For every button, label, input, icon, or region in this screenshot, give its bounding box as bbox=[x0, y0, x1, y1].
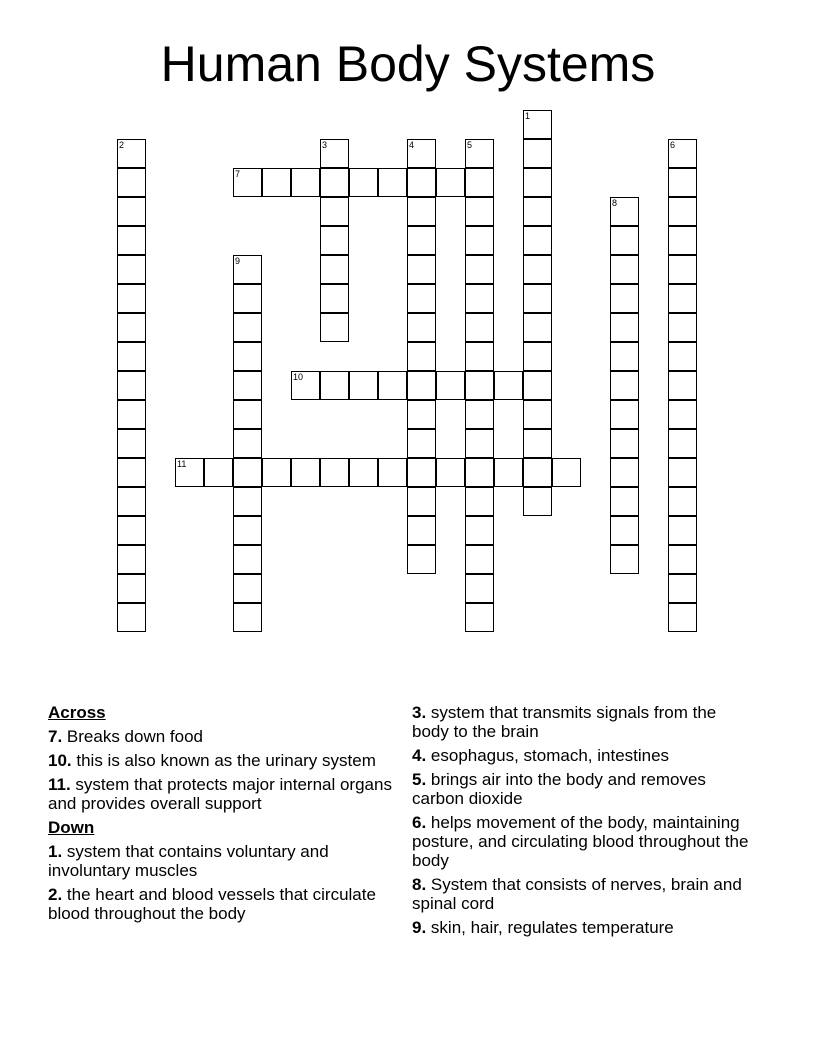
crossword-cell[interactable] bbox=[668, 603, 697, 632]
crossword-cell[interactable] bbox=[668, 255, 697, 284]
clue-item-text: esophagus, stomach, intestines bbox=[426, 746, 670, 765]
crossword-cell[interactable] bbox=[668, 545, 697, 574]
clue-item-number: 7. bbox=[48, 727, 63, 746]
clue-number: 3 bbox=[322, 140, 328, 150]
crossword-cell[interactable] bbox=[117, 284, 146, 313]
crossword-cell[interactable] bbox=[117, 342, 146, 371]
crossword-cell[interactable] bbox=[668, 168, 697, 197]
crossword-cell[interactable] bbox=[668, 139, 697, 168]
clue-item bbox=[48, 727, 393, 746]
crossword-cell[interactable] bbox=[552, 458, 581, 487]
crossword-cell[interactable] bbox=[407, 313, 436, 342]
crossword-cell[interactable] bbox=[668, 197, 697, 226]
crossword-cell[interactable] bbox=[465, 168, 494, 197]
clue-item-number: 2. bbox=[48, 885, 63, 904]
crossword-cell[interactable] bbox=[610, 487, 639, 516]
crossword-cell[interactable] bbox=[407, 545, 436, 574]
crossword-cell[interactable] bbox=[320, 458, 349, 487]
crossword-cell[interactable] bbox=[233, 458, 262, 487]
clue-item-text: helps movement of the body, maintaining posture, and circulating blood throughout the body bbox=[412, 813, 749, 870]
crossword-cell[interactable] bbox=[610, 284, 639, 313]
crossword-cell[interactable] bbox=[117, 516, 146, 545]
crossword-cell[interactable] bbox=[117, 400, 146, 429]
clue-item bbox=[48, 842, 393, 880]
across-clue-list bbox=[48, 727, 393, 813]
crossword-cell[interactable] bbox=[407, 371, 436, 400]
crossword-cell[interactable] bbox=[465, 284, 494, 313]
crossword-cell[interactable] bbox=[117, 226, 146, 255]
crossword-cell[interactable] bbox=[233, 168, 262, 197]
crossword-cell[interactable] bbox=[291, 371, 320, 400]
crossword-cell[interactable] bbox=[465, 574, 494, 603]
clue-item-text: System that consists of nerves, brain and spinal cord bbox=[412, 875, 742, 913]
page-title: Human Body Systems bbox=[160, 36, 656, 92]
clue-item-number: 3. bbox=[412, 703, 427, 722]
clue-number: 2 bbox=[119, 140, 125, 150]
clue-item-text: brings air into the body and removes carbon dioxide bbox=[412, 770, 706, 808]
crossword-cell[interactable] bbox=[436, 168, 465, 197]
crossword-cell[interactable] bbox=[291, 168, 320, 197]
clue-number: 6 bbox=[670, 140, 676, 150]
crossword-cell[interactable] bbox=[320, 226, 349, 255]
clue-item bbox=[48, 751, 393, 770]
crossword-cell[interactable] bbox=[610, 197, 639, 226]
crossword-cell[interactable] bbox=[349, 458, 378, 487]
crossword-cell[interactable] bbox=[407, 342, 436, 371]
clue-item bbox=[412, 703, 757, 741]
crossword-cell[interactable] bbox=[233, 342, 262, 371]
crossword-cell[interactable] bbox=[117, 429, 146, 458]
clue-item-number: 9. bbox=[412, 918, 427, 937]
crossword-cell[interactable] bbox=[465, 313, 494, 342]
crossword-cell[interactable] bbox=[465, 603, 494, 632]
crossword-cell[interactable] bbox=[407, 197, 436, 226]
crossword-cell[interactable] bbox=[349, 371, 378, 400]
crossword-cell[interactable] bbox=[407, 458, 436, 487]
clue-number: 10 bbox=[293, 372, 304, 382]
crossword-cell[interactable] bbox=[465, 342, 494, 371]
crossword-cell[interactable] bbox=[668, 284, 697, 313]
crossword-cell[interactable] bbox=[320, 313, 349, 342]
crossword-cell[interactable] bbox=[233, 516, 262, 545]
crossword-cell[interactable] bbox=[610, 313, 639, 342]
crossword-cell[interactable] bbox=[668, 574, 697, 603]
clue-item bbox=[48, 775, 393, 813]
crossword-cell[interactable] bbox=[320, 197, 349, 226]
crossword-cell[interactable] bbox=[494, 458, 523, 487]
crossword-cell[interactable] bbox=[465, 197, 494, 226]
crossword-cell[interactable] bbox=[523, 313, 552, 342]
clue-item bbox=[412, 770, 757, 808]
clue-item-number: 4. bbox=[412, 746, 427, 765]
crossword-cell[interactable] bbox=[407, 139, 436, 168]
across-heading: Across bbox=[48, 703, 106, 722]
crossword-cell[interactable] bbox=[523, 255, 552, 284]
crossword-cell[interactable] bbox=[320, 371, 349, 400]
crossword-cell[interactable] bbox=[233, 603, 262, 632]
crossword-cell[interactable] bbox=[465, 400, 494, 429]
crossword-cell[interactable] bbox=[204, 458, 233, 487]
crossword-cell[interactable] bbox=[233, 429, 262, 458]
crossword-cell[interactable] bbox=[668, 400, 697, 429]
clue-item-text: system that protects major internal organs and provides overall support bbox=[48, 775, 392, 813]
clue-item bbox=[412, 875, 757, 913]
down-clue-list bbox=[48, 842, 393, 923]
crossword-cell[interactable] bbox=[523, 284, 552, 313]
crossword-cell[interactable] bbox=[668, 313, 697, 342]
clues-right-column bbox=[412, 703, 757, 942]
clue-item bbox=[412, 746, 757, 765]
crossword-cell[interactable] bbox=[378, 458, 407, 487]
crossword-cell[interactable] bbox=[436, 458, 465, 487]
clue-item-number: 11. bbox=[48, 775, 71, 794]
clue-number: 4 bbox=[409, 140, 415, 150]
clue-number: 8 bbox=[612, 198, 618, 208]
clue-item-text: this is also known as the urinary system bbox=[71, 751, 376, 770]
clue-item-number: 1. bbox=[48, 842, 63, 861]
crossword-cell[interactable] bbox=[233, 400, 262, 429]
crossword-cell[interactable] bbox=[610, 400, 639, 429]
crossword-cell[interactable] bbox=[320, 284, 349, 313]
crossword-cell[interactable] bbox=[610, 516, 639, 545]
crossword-cell[interactable] bbox=[465, 371, 494, 400]
crossword-cell[interactable] bbox=[320, 168, 349, 197]
clue-item bbox=[412, 813, 757, 870]
clue-number: 7 bbox=[235, 169, 241, 179]
crossword-cell[interactable] bbox=[465, 487, 494, 516]
crossword-cell[interactable] bbox=[465, 255, 494, 284]
clue-item-text: system that contains voluntary and involuntary muscles bbox=[48, 842, 329, 880]
crossword-cell[interactable] bbox=[465, 545, 494, 574]
crossword-cell[interactable] bbox=[465, 226, 494, 255]
crossword-cell[interactable] bbox=[668, 516, 697, 545]
crossword-cell[interactable] bbox=[523, 429, 552, 458]
crossword-cell[interactable] bbox=[523, 371, 552, 400]
crossword-cell[interactable] bbox=[610, 371, 639, 400]
crossword-cell[interactable] bbox=[610, 255, 639, 284]
crossword-cell[interactable] bbox=[494, 371, 523, 400]
crossword-cell[interactable] bbox=[610, 429, 639, 458]
crossword-cell[interactable] bbox=[668, 371, 697, 400]
crossword-cell[interactable] bbox=[436, 371, 465, 400]
crossword-cell[interactable] bbox=[378, 168, 407, 197]
crossword-cell[interactable] bbox=[378, 371, 407, 400]
crossword-cell[interactable] bbox=[407, 516, 436, 545]
down-clue-list-continued bbox=[412, 703, 757, 937]
crossword-cell[interactable] bbox=[465, 458, 494, 487]
clue-item bbox=[412, 918, 757, 937]
crossword-cell[interactable] bbox=[523, 400, 552, 429]
crossword-cell[interactable] bbox=[465, 139, 494, 168]
crossword-cell[interactable] bbox=[117, 168, 146, 197]
crossword-cell[interactable] bbox=[117, 458, 146, 487]
crossword-cell[interactable] bbox=[262, 168, 291, 197]
clue-item-text: the heart and blood vessels that circulate blood throughout the body bbox=[48, 885, 376, 923]
crossword-cell[interactable] bbox=[320, 255, 349, 284]
crossword-cell[interactable] bbox=[668, 342, 697, 371]
crossword-cell[interactable] bbox=[233, 545, 262, 574]
crossword-cell[interactable] bbox=[523, 168, 552, 197]
crossword-cell[interactable] bbox=[407, 226, 436, 255]
clue-number: 9 bbox=[235, 256, 241, 266]
crossword-cell[interactable] bbox=[233, 284, 262, 313]
crossword-cell[interactable] bbox=[320, 139, 349, 168]
crossword-cell[interactable] bbox=[523, 197, 552, 226]
crossword-cell[interactable] bbox=[407, 168, 436, 197]
clue-item bbox=[48, 885, 393, 923]
crossword-cell[interactable] bbox=[233, 574, 262, 603]
crossword-cell[interactable] bbox=[117, 197, 146, 226]
crossword-cell[interactable] bbox=[291, 458, 320, 487]
crossword-cell[interactable] bbox=[117, 545, 146, 574]
crossword-cell[interactable] bbox=[610, 545, 639, 574]
crossword-cell[interactable] bbox=[233, 371, 262, 400]
clue-item-text: skin, hair, regulates temperature bbox=[426, 918, 674, 937]
clue-number: 11 bbox=[177, 459, 187, 469]
crossword-cell[interactable] bbox=[262, 458, 291, 487]
crossword-cell[interactable] bbox=[233, 255, 262, 284]
crossword-cell[interactable] bbox=[349, 168, 378, 197]
crossword-cell[interactable] bbox=[407, 487, 436, 516]
crossword-cell[interactable] bbox=[117, 255, 146, 284]
clue-number: 5 bbox=[467, 140, 473, 150]
crossword-cell[interactable] bbox=[117, 574, 146, 603]
clue-item-text: system that transmits signals from the body to the brain bbox=[412, 703, 717, 741]
crossword-cell[interactable] bbox=[668, 487, 697, 516]
clue-item-text: Breaks down food bbox=[62, 727, 203, 746]
crossword-cell[interactable] bbox=[117, 603, 146, 632]
crossword-cell[interactable] bbox=[465, 429, 494, 458]
crossword-cell[interactable] bbox=[117, 487, 146, 516]
crossword-cell[interactable] bbox=[407, 284, 436, 313]
crossword-cell[interactable] bbox=[117, 313, 146, 342]
crossword-cell[interactable] bbox=[407, 255, 436, 284]
crossword-cell[interactable] bbox=[523, 139, 552, 168]
crossword-cell[interactable] bbox=[233, 487, 262, 516]
crossword-cell[interactable] bbox=[523, 458, 552, 487]
crossword-cell[interactable] bbox=[233, 313, 262, 342]
crossword-cell[interactable] bbox=[175, 458, 204, 487]
clue-item-number: 6. bbox=[412, 813, 427, 832]
crossword-cell[interactable] bbox=[523, 226, 552, 255]
crossword-cell[interactable] bbox=[668, 429, 697, 458]
down-heading: Down bbox=[48, 818, 95, 837]
crossword-cell[interactable] bbox=[465, 516, 494, 545]
crossword-cell[interactable] bbox=[523, 110, 552, 139]
crossword-cell[interactable] bbox=[523, 487, 552, 516]
clue-number: 1 bbox=[525, 111, 531, 121]
clue-item-number: 5. bbox=[412, 770, 427, 789]
crossword-cell[interactable] bbox=[610, 342, 639, 371]
clues-left-column bbox=[48, 703, 393, 928]
crossword-cell[interactable] bbox=[407, 400, 436, 429]
crossword-cell[interactable] bbox=[668, 226, 697, 255]
crossword-cell[interactable] bbox=[610, 458, 639, 487]
crossword-cell[interactable] bbox=[523, 342, 552, 371]
crossword-cell[interactable] bbox=[407, 429, 436, 458]
clue-item-number: 10. bbox=[48, 751, 72, 770]
crossword-cell[interactable] bbox=[610, 226, 639, 255]
crossword-cell[interactable] bbox=[117, 139, 146, 168]
crossword-cell[interactable] bbox=[668, 458, 697, 487]
clue-item-number: 8. bbox=[412, 875, 427, 894]
crossword-cell[interactable] bbox=[117, 371, 146, 400]
